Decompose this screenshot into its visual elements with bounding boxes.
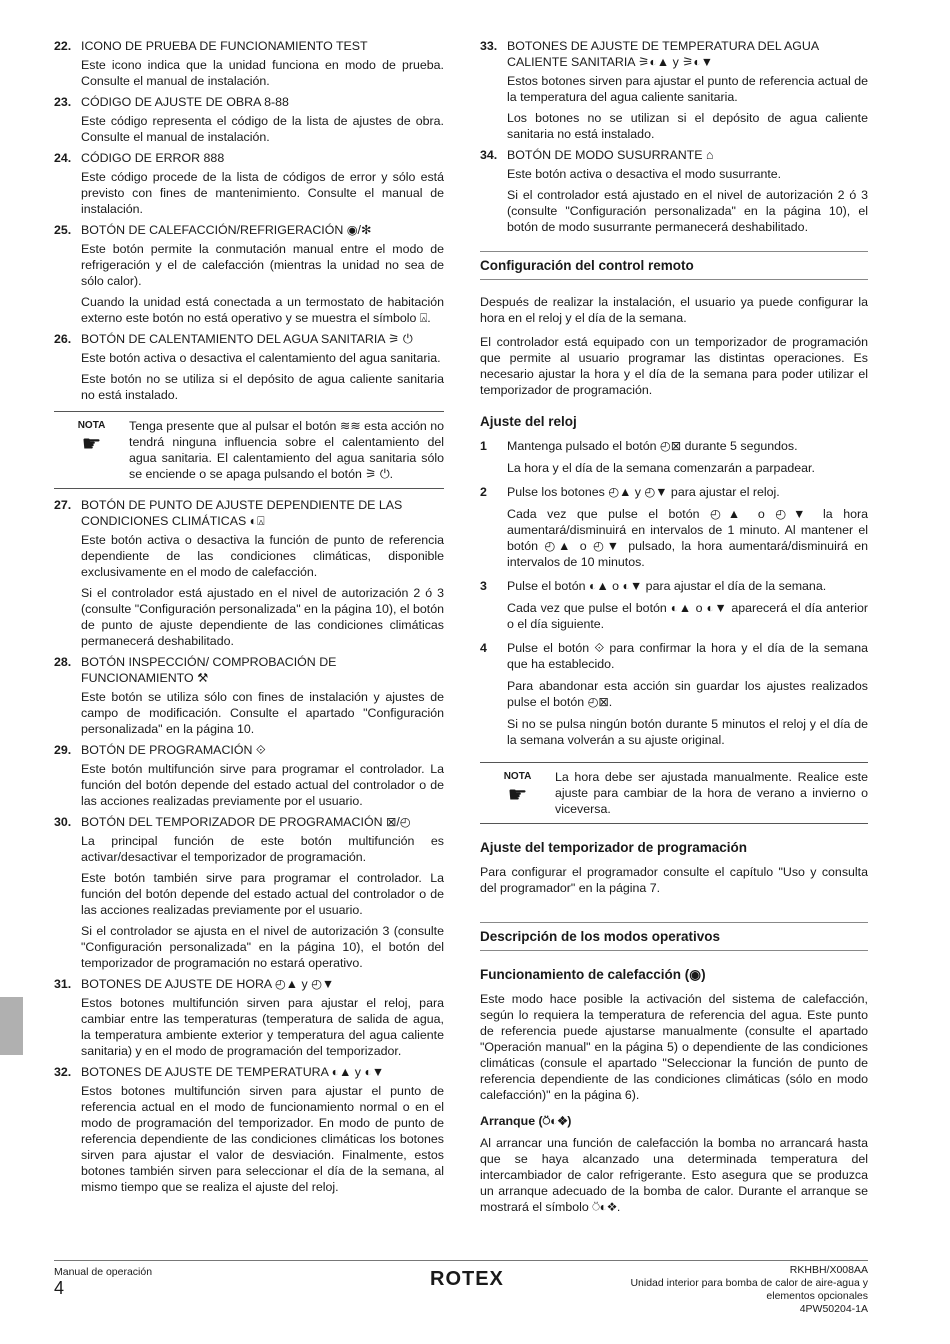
heating-text: Este modo hace posible la activación del sistema de calefacción, según lo requiera la temperatura de referencia del agua. Este punto de referencia puede ajustarse manualmente (consulte el apartado "Operación manual" en la página 5) o dependiente de las condiciones climáticas (consule el apartado "Seleccionar la función de punto de referencia dependiente de las condiciones climáticas (sólo en modo calefacción)" en la página 6). [480, 992, 868, 1102]
item-body [480, 73, 868, 142]
item-paragraph: Si el controlador está ajustado en el nivel de autorización 2 ó 3 (consulte "Configuración personalizada" en la página 10), el botón de modo susurrante permanecerá deshabilitado. [507, 188, 868, 234]
item-number: 25. [54, 223, 72, 237]
item-heading [54, 742, 444, 758]
config-para-1: Después de realizar la instalación, el usuario ya puede configurar la hora en el reloj y el día de la semana. [480, 295, 868, 325]
clock-steps [480, 438, 868, 754]
item-paragraph: Cuando la unidad está conectada a un termostato de habitación externo este botón no está operativo y se muestra el símbolo ⍓. [81, 295, 444, 325]
footer-right-info [630, 1264, 868, 1316]
item-title: BOTÓN DE PROGRAMACIÓN ⟐ [81, 743, 266, 757]
item-heading [54, 150, 444, 166]
item-number: 32. [54, 1065, 72, 1079]
footer-model: RKHBH/X008AA [789, 1264, 868, 1276]
item-heading [54, 222, 444, 238]
item-title: BOTÓN DE CALENTAMIENTO DEL AGUA SANITARIA ⚞ ⏻ [81, 332, 413, 346]
step-text [507, 640, 868, 754]
item-title: BOTONES DE AJUSTE DE HORA ◴▲ y ◴▼ [81, 977, 335, 991]
item-title: BOTÓN DE PUNTO DE AJUSTE DEPENDIENTE DE LAS CONDICIONES CLIMÁTICAS ◐⍓ [81, 498, 403, 528]
item-number: 29. [54, 743, 72, 757]
note-text: Tenga presente que al pulsar el botón ≋≋ esta acción no tendrá ninguna influencia sobre el calentamiento del agua sanitaria. El calentamiento del agua sanitaria sólo se enciende o se apaga pulsando el botón ⚞ ⏻. [129, 419, 444, 481]
page-edge-tab [0, 997, 23, 1055]
item-body [54, 57, 444, 89]
note-block-2 [480, 762, 868, 824]
item-number: 34. [480, 148, 498, 162]
pointing-hand-icon: ☛ [81, 431, 102, 456]
step-paragraph: Pulse los botones ◴▲ y ◴▼ para ajustar el reloj. [507, 485, 780, 499]
item-paragraph: Si el controlador se ajusta en el nivel de autorización 3 (consulte "Configuración personalizada" en la página 10), el botón del temporizador de programación no estará operativo. [81, 924, 444, 970]
numbered-item [480, 147, 868, 235]
item-paragraph: Este botón permite la conmutación manual entre el modo de refrigeración y el de calefacción (mientras la unidad no sea de sólo calor). [81, 242, 444, 288]
item-number: 27. [54, 498, 72, 512]
step-text [507, 484, 868, 576]
footer-desc-2: elementos opcionales [766, 1290, 868, 1302]
item-heading [54, 654, 444, 686]
step-paragraph: Para abandonar esta acción sin guardar los ajustes realizados pulse el botón ◴⊠. [507, 679, 868, 709]
item-paragraph: Estos botones multifunción sirven para ajustar el punto de referencia actual en el modo de funcionamiento normal o en el modo de programación del temporizador. En modo de punto de referencia dependiente de las condiciones climáticas los botones sirven para ajustar el valor de desviación. Finalmente, estos botones también sirven para seleccionar el día de la semana, al mismo tiempo que se realiza el ajuste del reloj. [81, 1084, 444, 1194]
item-title: BOTÓN INSPECCIÓN/ COMPROBACIÓN DE FUNCIONAMIENTO ⚒ [81, 655, 337, 685]
numbered-item [54, 222, 444, 326]
step-number: 1 [480, 439, 487, 453]
timer-text: Para configurar el programador consulte el capítulo "Uso y consulta del programador" en la página 7. [480, 865, 868, 895]
numbered-item [54, 654, 444, 737]
step-paragraph: Pulse el botón ◐▲ o ◐▼ para ajustar el día de la semana. [507, 579, 827, 593]
note-text: La hora debe ser ajustada manualmente. Realice este ajuste para cambiar de la hora de verano a invierno o viceversa. [555, 770, 868, 816]
clock-step [480, 578, 868, 638]
item-paragraph: Este código representa el código de la lista de ajustes de obra. Consulte el manual de instalación. [81, 114, 444, 144]
item-title: ICONO DE PRUEBA DE FUNCIONAMIENTO TEST [81, 39, 368, 53]
left-items-list-2 [54, 497, 444, 1195]
item-paragraph: Este botón también sirve para programar el controlador. La función del botón depende del estado actual del controlador o de las acciones realizadas previamente por el usuario. [81, 871, 444, 917]
item-paragraph: Si el controlador está ajustado en el nivel de autorización 2 ó 3 (consulte "Configuración personalizada" en la página 10), el botón de punto de ajuste dependiente de las condiciones climáticas permanecerá deshabilitado. [81, 586, 444, 648]
item-paragraph: Este botón activa o desactiva el calentamiento del agua sanitaria. [81, 351, 441, 365]
left-column [54, 38, 444, 1200]
step-number: 4 [480, 641, 487, 655]
section-heading-config: Configuración del control remoto [480, 251, 868, 280]
item-paragraph: La principal función de este botón multifunción es activar/desactivar el temporizador de programación. [81, 834, 444, 864]
numbered-item [54, 742, 444, 809]
item-heading [54, 38, 444, 54]
item-body [54, 833, 444, 971]
heating-heading: Funcionamiento de calefacción (◉) [480, 967, 706, 982]
item-number: 30. [54, 815, 72, 829]
left-items-list [54, 38, 444, 403]
item-body [54, 689, 444, 737]
numbered-item [54, 38, 444, 89]
item-heading [480, 38, 868, 70]
item-title: BOTONES DE AJUSTE DE TEMPERATURA DEL AGUA CALIENTE SANITARIA ⚞◐▲ y ⚞◐▼ [507, 39, 819, 69]
item-number: 26. [54, 332, 72, 346]
item-number: 33. [480, 39, 498, 53]
item-heading [54, 976, 444, 992]
startup-text: Al arrancar una función de calefacción la bomba no arrancará hasta que se haya alcanzado una determinada temperatura del intercambiador de calor refrigerante. Esto asegura que se produzca un arranque adecuado de la bomba de calor. Durante el arranque se mostrará el símbolo ⍥◐❖. [480, 1136, 868, 1214]
item-body [54, 350, 444, 403]
item-heading [54, 814, 444, 830]
item-paragraph: Este botón multifunción sirve para programar el controlador. La función del botón depende del estado actual del controlador o de las acciones realizadas previamente por el usuario. [81, 762, 444, 808]
numbered-item [54, 1064, 444, 1195]
item-paragraph: Este botón no se utiliza si el depósito de agua caliente sanitaria no está instalado. [81, 372, 444, 402]
step-text [507, 438, 868, 482]
note-label: NOTA [77, 420, 106, 431]
clock-step [480, 438, 868, 482]
numbered-item [54, 331, 444, 403]
startup-heading: Arranque (⍥◐❖) [480, 1114, 572, 1128]
item-paragraph: Los botones no se utilizan si el depósito de agua caliente sanitaria no está instalado. [507, 111, 868, 141]
footer-code: 4PW50204-1A [799, 1303, 868, 1315]
clock-step [480, 640, 868, 754]
item-paragraph: Estos botones sirven para ajustar el punto de referencia actual de la temperatura del agua caliente sanitaria. [507, 74, 868, 104]
item-body [54, 532, 444, 649]
right-items-list [480, 38, 868, 235]
numbered-item [54, 497, 444, 649]
note-label: NOTA [503, 771, 532, 782]
item-paragraph: Este botón activa o desactiva la función de punto de referencia dependiente de las condiciones climáticas, disponible exclusivamente en el modo de calefacción. [81, 533, 444, 579]
section-heading-modes: Descripción de los modos operativos [480, 922, 868, 951]
note-block-1 [54, 411, 444, 489]
step-number: 2 [480, 485, 487, 499]
numbered-item [54, 814, 444, 971]
item-paragraph: Este botón activa o desactiva el modo susurrante. [507, 167, 782, 181]
numbered-item [54, 976, 444, 1059]
page-number: 4 [54, 1278, 65, 1298]
step-paragraph: Pulse el botón ⟐ para confirmar la hora y el día de la semana que ha establecido. [507, 641, 868, 671]
config-para-2: El controlador está equipado con un temporizador de programación que permite al usuario programar las distintas operaciones. Es necesario ajustar la hora y el día de la semana para poder utilizar el temporizador de programación. [480, 335, 868, 397]
item-heading [54, 94, 444, 110]
footer-desc-1: Unidad interior para bomba de calor de aire-agua y [630, 1277, 868, 1289]
rotex-logo: ROTEX [430, 1268, 504, 1290]
numbered-item [54, 150, 444, 217]
item-title: BOTÓN DEL TEMPORIZADOR DE PROGRAMACIÓN ⊠/◴ [81, 815, 411, 829]
item-title: BOTÓN DE MODO SUSURRANTE ⌂ [507, 148, 714, 162]
item-body [54, 113, 444, 145]
item-body [54, 169, 444, 217]
item-title: CÓDIGO DE AJUSTE DE OBRA 8-88 [81, 95, 289, 109]
right-column [480, 38, 868, 1223]
item-heading [54, 497, 444, 529]
item-title: CÓDIGO DE ERROR 888 [81, 151, 225, 165]
clock-step [480, 484, 868, 576]
item-title: BOTONES DE AJUSTE DE TEMPERATURA ◐▲ y ◐▼ [81, 1065, 385, 1079]
step-paragraph: Cada vez que pulse el botón ◴▲ o ◴▼ la hora aumentará/disminuirá en intervalos de 1 minuto. Al mantener el botón ◴▲ o ◴▼ pulsado, la hora aumentará/disminuirá en intervalos de 10 minutos. [507, 507, 868, 569]
timer-heading: Ajuste del temporizador de programación [480, 840, 748, 855]
step-text [507, 578, 868, 638]
item-paragraph: Este código procede de la lista de códigos de error y sólo está previsto con fines de mantenimiento. Consulte el manual de instalación. [81, 170, 444, 216]
item-title: BOTÓN DE CALEFACCIÓN/REFRIGERACIÓN ◉/✻ [81, 223, 372, 237]
clock-heading: Ajuste del reloj [480, 414, 577, 429]
numbered-item [480, 38, 868, 142]
footer-manual-title: Manual de operación [54, 1266, 153, 1278]
step-paragraph: La hora y el día de la semana comenzarán a parpadear. [507, 461, 815, 475]
note-side [54, 418, 129, 482]
step-paragraph: Cada vez que pulse el botón ◐▲ o ◐▼ aparecerá el día anterior o el día siguiente. [507, 601, 868, 631]
item-heading [480, 147, 868, 163]
pointing-hand-icon: ☛ [507, 782, 528, 807]
item-body [480, 166, 868, 235]
item-body [54, 995, 444, 1059]
step-paragraph: Mantenga pulsado el botón ◴⊠ durante 5 segundos. [507, 439, 798, 453]
item-number: 24. [54, 151, 72, 165]
item-body [54, 1083, 444, 1195]
step-paragraph: Si no se pulsa ningún botón durante 5 minutos el reloj y el día de la semana volverán a su ajuste original. [507, 717, 868, 747]
item-number: 31. [54, 977, 72, 991]
item-body [54, 761, 444, 809]
item-number: 28. [54, 655, 72, 669]
item-heading [54, 331, 444, 347]
note-side [480, 769, 555, 817]
item-number: 23. [54, 95, 72, 109]
item-number: 22. [54, 39, 72, 53]
footer-rule [54, 1260, 868, 1261]
item-paragraph: Estos botones multifunción sirven para ajustar el reloj, para cambiar entre las temperaturas (temperatura de salida de agua, la temperatura ambiente exterior y temperatura del agua caliente sanitaria) y en el modo de programación del temporizador. [81, 996, 444, 1058]
item-paragraph: Este icono indica que la unidad funciona en modo de prueba. Consulte el manual de instalación. [81, 58, 444, 88]
numbered-item [54, 94, 444, 145]
item-body [54, 241, 444, 326]
item-paragraph: Este botón se utiliza sólo con fines de instalación y ajustes de campo de modificación. Consulte el apartado "Configuración personalizada" en la página 10. [81, 690, 444, 736]
item-heading [54, 1064, 444, 1080]
step-number: 3 [480, 579, 487, 593]
